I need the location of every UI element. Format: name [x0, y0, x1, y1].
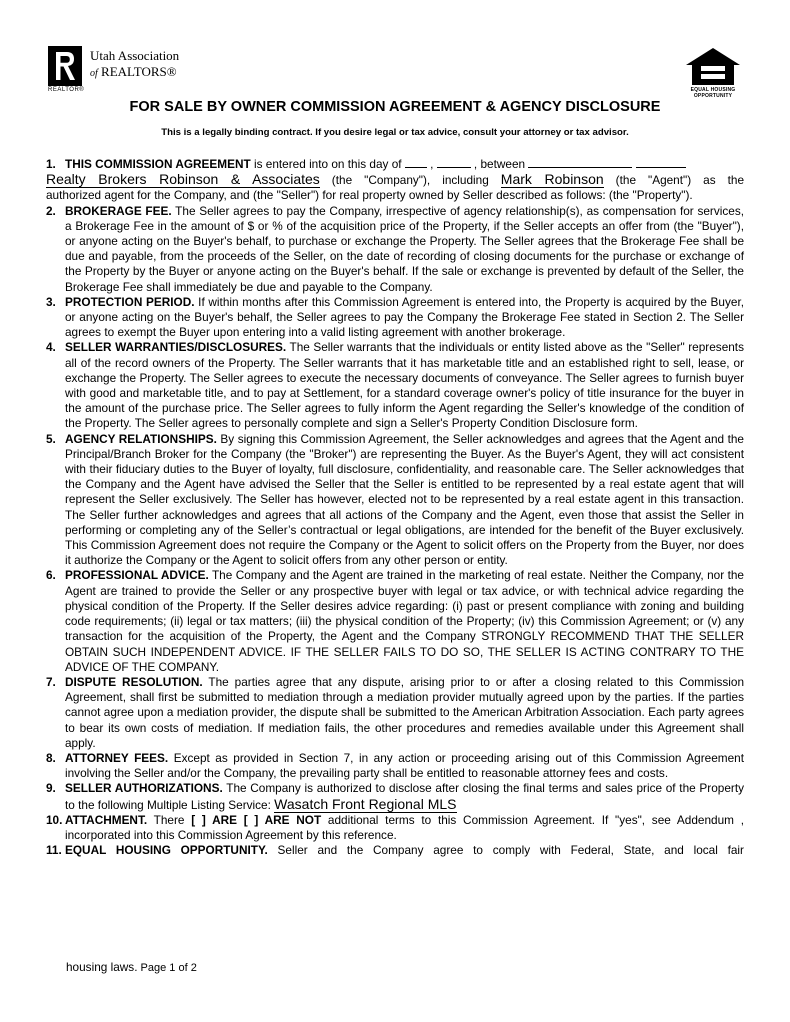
section-heading: DISPUTE RESOLUTION.: [65, 674, 203, 689]
section-number: 11.: [46, 843, 62, 858]
section-text: Seller and the Company agree to comply with Federal, State, and local fair: [267, 843, 744, 858]
section-text: , between: [470, 157, 529, 171]
document-subtitle: This is a legally binding contract. If you desire legal or tax advice, consult your attorney or tax advisor.: [161, 127, 629, 138]
section-1-line2: [46, 172, 744, 188]
section-number: 2.: [46, 203, 56, 218]
section-heading: SELLER WARRANTIES/DISCLOSURES.: [65, 340, 287, 355]
section-6: [46, 568, 744, 674]
ehl-line1: EQUAL HOUSING: [690, 87, 736, 93]
logo-line2-text: REALTORS®: [101, 64, 177, 79]
section-number: 10.: [46, 812, 63, 827]
section-7: [46, 675, 744, 751]
section-heading: SELLER AUTHORIZATIONS.: [65, 781, 223, 796]
section-9: [46, 781, 744, 812]
logo-line2: [90, 64, 177, 80]
section-text: (the "Company"), including: [319, 173, 501, 188]
document-title: FOR SALE BY OWNER COMMISSION AGREEMENT & AGENCY DISCLOSURE: [129, 99, 661, 115]
logo-line1: Utah Association: [90, 48, 180, 63]
section-8: [46, 751, 744, 781]
section-text: (the "Agent") as the: [603, 173, 745, 188]
section-1-rest: authorized agent for the Company, and (the "Seller") for real property owned by Seller described as follows: (the "Property").: [46, 188, 693, 203]
section-text: The Seller agrees to pay the Company, irrespective of agency relationship(s), as compensation for services, a Brokerage Fee in the amount of $ or % of the acquisition price of the Property, if the Seller accepts an offer from (the "Buyer"), or anyone acting on the Buyer's behalf, to purchase or exchange the Property. The Seller agrees that the Brokerage Fee shall be due and payable, from the proceeds of the Seller, on the date of recording of closing documents for the purchase or exchange of the Property by the Buyer or anyone acting on the Buyer's behalf. If the sale or exchange is prevented by default of the Seller, the Brokerage Fee shall immediately be due and payable to the Company.: [65, 203, 745, 294]
section-text: The Company and the Agent are trained in the marketing of real estate. Neither the Company, nor the Agent are trained to provide the Seller or any prospective buyer with legal or tax advice, or with technical advice regarding the physical condition of the Property. If the Seller desires advice regarding: (i) past or present compliance with zoning and building code requirements; (ii) legal or tax matters; (iii) the physical condition of the Property; (iv) this Commission Agreement; or (v) any transaction for the acquisition of the Property, the Agent and the Company STRONGLY RECOMMEND THAT THE SELLER OBTAIN SUCH INDEPENDENT ADVICE. IF THE SELLER FAILS TO DO SO, THE SELLER IS ACTING CONTRARY TO THE ADVICE OF THE COMPANY.: [65, 568, 744, 674]
section-heading: BROKERAGE FEE.: [65, 203, 172, 218]
realtor-r-icon: [48, 46, 82, 86]
section-number: 9.: [46, 781, 56, 796]
section-text: By signing this Commission Agreement, the Seller acknowledges and agrees that the Agent and the Principal/Branch Broker for the Company (the "Broker") are representing the Buyer. As the Buyer's Agent, they will act consistent with their fiduciary duties to the Buyer of loyalty, full disclosure, confidentiality, and reasonable care. The Seller acknowledges that the Company and the Agent have advised the Seller that the Seller is entitled to be represented by a real estate agent that will represent the Seller exclusively. The Seller has however, elected not to be represented by a real estate agent in this transaction. The Seller further acknowledges and agrees that all actions of the Company and the Agent, even those that assist the Seller in performing or completing any of the Seller’s contractual or legal obligations, are intended for the benefit of the Buyer exclusively. This Commission Agreement does not require the Company or the Agent to solicit offers on the Property from the Buyer, nor does it authorize the Company or the Agent to solicit offers from any other person or entity.: [65, 431, 744, 568]
section-number: 1.: [46, 157, 56, 171]
section-11: [46, 843, 744, 858]
section-text: is entered into on this day of: [250, 157, 405, 171]
agreement-body: [46, 157, 744, 858]
section-1: [46, 157, 744, 204]
month-blank[interactable]: [437, 157, 471, 168]
seller-name-blank[interactable]: [528, 157, 632, 168]
section-3: [46, 295, 744, 341]
section-2: [46, 204, 744, 295]
ehl-line2: OPPORTUNITY: [693, 93, 733, 99]
section-number: 3.: [46, 294, 56, 309]
section-number: 8.: [46, 750, 56, 765]
agent-name-field[interactable]: Mark Robinson: [500, 171, 604, 188]
section-text: The parties agree that any dispute, arising prior to or after a closing related to this Commission Agreement, shall first be submitted to mediation through a mediation provider mutually agreed upon by the parties. If the parties cannot agree upon a mediation provider, the dispute shall be submitted to the American Arbitration Association. Each party agrees to bear its own costs of mediation. If mediation fails, the other procedures and remedies available under this Agreement shall apply.: [65, 674, 744, 750]
footer-text: housing laws.: [66, 960, 138, 974]
section-1-line1: [65, 157, 744, 172]
section-text: If within months after this Commission Agreement is entered into, the Property is acquired by the Buyer, or anyone acting on the Buyer's behalf, the Seller agrees to pay the Company the Brokerage Fee stated in Section 2. The Seller agrees to exempt the Buyer upon entering into a valid listing agreement with another brokerage.: [65, 294, 744, 340]
company-name-field[interactable]: Realty Brokers Robinson & Associates: [46, 171, 320, 188]
equal-housing-logo: [684, 47, 742, 99]
section-10: [46, 813, 744, 843]
section-number: 5.: [46, 431, 56, 446]
section-heading: ATTORNEY FEES.: [65, 750, 169, 765]
section-text: The Seller warrants that the individuals or entity listed above as the "Seller" represents all of the record owners of the Property. The Seller warrants that it has marketable title and an established right to sell, lease, or exchange the Property. The Seller agrees to execute the necessary documents of conveyance. The Seller agrees to furnish buyer with good and marketable title, and to pay at Settlement, for a standard coverage owner's policy of title insurance for the buyer in the amount of the purchase price. The Seller agrees to fully inform the Agent regarding the Seller's knowledge of the condition of the Property. The Seller agrees to personally complete and sign a Seller's Property Condition Disclosure form.: [65, 340, 744, 431]
section-heading: ATTACHMENT.: [65, 812, 148, 827]
logo-realtor-tag: REALTOR®: [48, 87, 85, 93]
section-heading: AGENCY RELATIONSHIPS.: [65, 431, 217, 446]
section-number: 6.: [46, 568, 56, 583]
equal-housing-house-icon: [684, 47, 742, 87]
page-number: Page 1 of 2: [137, 962, 197, 974]
seller-name-blank-2[interactable]: [636, 157, 686, 168]
section-5: [46, 432, 744, 569]
mls-name-field[interactable]: Wasatch Front Regional MLS: [274, 795, 457, 812]
section-heading: PROFESSIONAL ADVICE.: [65, 568, 209, 583]
attachment-checkboxes[interactable]: [ ] ARE [ ] ARE NOT: [191, 812, 322, 827]
section-text: additional terms to this Commission Agreement. If "yes", see Addendum , incorporated into this Commission Agreement by this reference.: [65, 812, 744, 842]
logo-of: of: [90, 68, 98, 79]
section-heading: EQUAL HOUSING OPPORTUNITY.: [65, 843, 268, 858]
realtors-logo: [48, 44, 218, 96]
day-blank[interactable]: [405, 157, 427, 168]
section-heading: THIS COMMISSION AGREEMENT: [65, 157, 251, 171]
section-heading: PROTECTION PERIOD.: [65, 294, 195, 309]
section-text: There: [147, 812, 192, 827]
section-number: 4.: [46, 340, 56, 355]
section-text: The Company is authorized to disclose after closing the final terms and sales price of the Property to the following Multiple Listing Service:: [65, 781, 744, 812]
section-text: Except as provided in Section 7, in any action or proceeding arising out of this Commission Agreement involving the Seller and/or the Company, the prevailing party shall be entitled to reasonable attorney fees and costs.: [65, 750, 745, 781]
section-number: 7.: [46, 674, 56, 689]
section-4: [46, 340, 744, 431]
page-footer: [66, 960, 197, 974]
section-text: ,: [426, 157, 437, 171]
